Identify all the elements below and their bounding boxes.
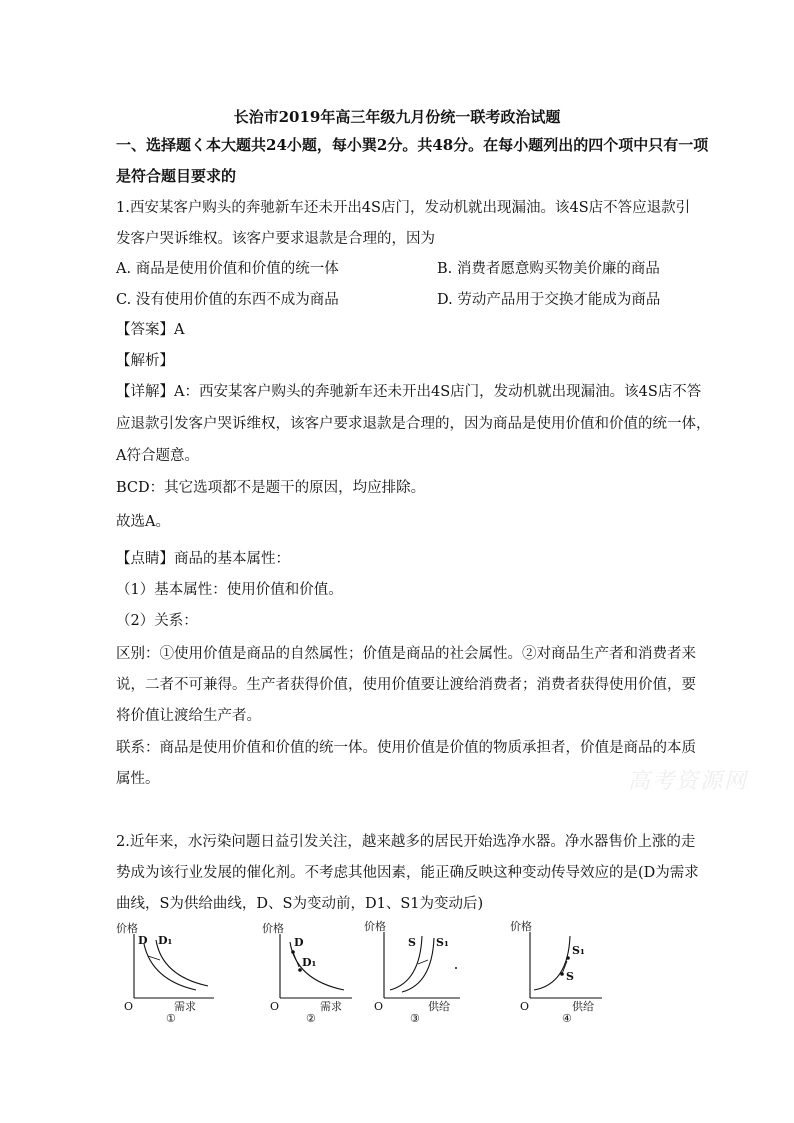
graph-3-xlabel: 供给: [428, 1000, 450, 1013]
graph-1-ylabel-line: 价格: [116, 922, 138, 935]
graph-3-curve-label-1: S: [408, 936, 416, 949]
q1-diff-line2: 说，二者不可兼得。生产者获得价值，使用价值要让渡给消费者；消费者获得使用价值，要: [116, 677, 696, 693]
q1-link-line1: 联系：商品是使用价值和价值的统一体。使用价值是价值的物质承担者，价值是商品的本质: [116, 740, 696, 756]
q1-detail-line4: BCD：其它选项都不是题干的原因，均应排除。: [116, 480, 426, 496]
graph-3: [364, 920, 474, 1025]
graph-4-curve-label-1: S: [566, 970, 574, 983]
page-title: 长治市2019年高三年级九月份统一联考政治试题: [233, 108, 561, 126]
q1-option-c: C. 没有使用价值的东西不成为商品: [116, 292, 339, 308]
q1-choose: 故选A。: [116, 514, 170, 530]
graph-2-xlabel: 需求: [320, 1000, 342, 1013]
graph-2: [260, 922, 360, 1025]
graph-1-xlabel: 需求: [174, 1000, 196, 1013]
watermark: 高考资源网: [628, 769, 749, 794]
graph-4-ylabel: 价格: [510, 920, 532, 933]
graph-3-ylabel: 价格: [364, 920, 386, 933]
graph-1-curve-label-1: D: [138, 934, 148, 947]
section-heading-line2: 是符合题目要求的: [116, 167, 237, 185]
q1-option-d: D. 劳动产品用于交换才能成为商品: [437, 292, 661, 308]
q2-stem-line2: 势成为该行业发展的催化剂。不考虑其他因素，能正确反映这种变动传导效应的是(D为需求: [116, 865, 699, 881]
q1-stem-line1: 1.西安某客户购头的奔驰新车还未开出4S店门，发动机就出现漏油。该4S店不答应退款引: [116, 200, 691, 216]
graph-2-ylabel: 价格: [262, 922, 284, 935]
q1-detail-line2: 应退款引发客户哭诉维权，该客户要求退款是合理的，因为商品是使用价值和价值的统一体，: [116, 416, 711, 432]
graph-4-curve-label-2: S₁: [572, 944, 585, 957]
graph-3-origin: O: [374, 1000, 384, 1013]
graph-1-number: ①: [166, 1012, 176, 1025]
q1-link-line2: 属性。: [116, 771, 160, 787]
q1-stem-line2: 发客户哭诉维权。该客户要求退款是合理的，因为: [116, 231, 435, 247]
q1-option-a: A. 商品是使用价值和价值的统一体: [116, 261, 339, 277]
graph-2-curve-label-1: D: [294, 936, 304, 949]
section-heading-line1: 一、选择题く本大题共24小题，每小巽2分。共48分。在每小题列出的四个项中只有一项: [116, 136, 709, 154]
q2-stem-line1: 2.近年来，水污染问题日益引发关注，越来越多的居民开始选净水器。净水器售价上涨的走: [116, 834, 696, 850]
graph-2-origin: O: [270, 1000, 280, 1013]
graph-2-curve-label-2: D₁: [302, 956, 317, 969]
graph-1-origin: O: [124, 1000, 134, 1013]
graph-1-curve-label-2: D₁: [158, 934, 173, 947]
graph-3-number: ③: [410, 1012, 420, 1025]
q1-point-p1: （1）基本属性：使用价值和价值。: [116, 582, 343, 598]
q1-option-b: B. 消费者愿意购买物美价廉的商品: [437, 261, 660, 277]
q1-point-heading: 【点睛】商品的基本属性：: [116, 551, 290, 567]
graph-4-xlabel: 供给: [572, 1000, 594, 1013]
q1-point-p2: （2）关系：: [116, 613, 198, 629]
graph-1: [114, 922, 224, 1025]
q1-detail-line3: A符合题意。: [116, 448, 199, 464]
graph-3-curve-label-2: S₁: [436, 936, 449, 949]
graph-4-number: ④: [562, 1012, 572, 1025]
q1-analysis-label: 【解析】: [116, 353, 174, 369]
q1-diff-line3: 将价值让渡给生产者。: [116, 708, 261, 724]
q1-answer: 【答案】A: [116, 322, 185, 338]
q1-diff-line1: 区别：①使用价值是商品的自然属性；价值是商品的社会属性。②对商品生产者和消费者来: [116, 646, 696, 662]
graph-4-origin: O: [520, 1000, 530, 1013]
graph-4: [510, 920, 610, 1025]
q2-stem-line3: 曲线，S为供给曲线，D、S为变动前，D1、S1为变动后): [116, 896, 484, 912]
q1-detail-line1: 【详解】A：西安某客户购头的奔驰新车还未开出4S店门，发动机就出现漏油。该4S店不答: [116, 384, 702, 400]
graph-2-number: ②: [306, 1012, 316, 1025]
